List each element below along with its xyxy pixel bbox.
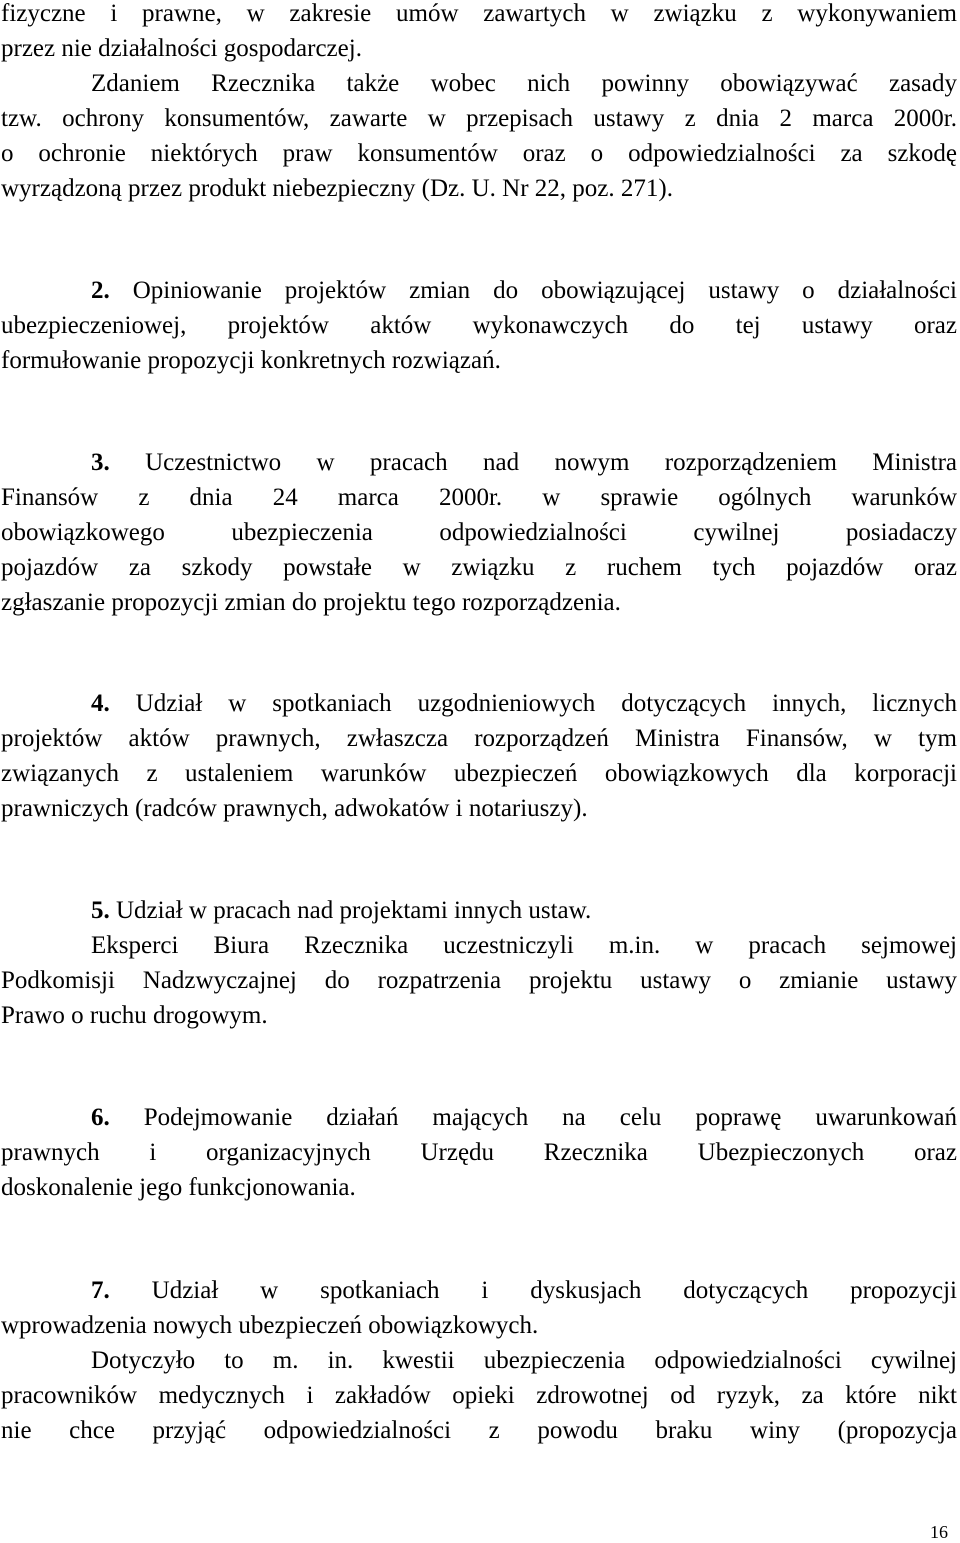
paragraph-consumer-protection bbox=[1, 0, 957, 206]
text-line: o ochronie niektórych praw konsumentów oraz o odpowiedzialności za szkodę bbox=[1, 140, 957, 167]
list-item-6 bbox=[1, 1100, 957, 1205]
text-line: pojazdów za szkody powstałe w związku z ruchem tych pojazdów oraz bbox=[1, 554, 957, 581]
text-line: 4. Udział w spotkaniach uzgodnieniowych dotyczących innych, licznych bbox=[91, 690, 957, 717]
text-line: przez nie działalności gospodarczej. bbox=[1, 35, 362, 62]
item-number: 3. bbox=[91, 449, 110, 476]
text-line: Dotyczyło to m. in. kwestii ubezpieczenia odpowiedzialności cywilnej bbox=[91, 1347, 957, 1374]
text-line: pracowników medycznych i zakładów opieki zdrowotnej od ryzyk, za które nikt bbox=[1, 1382, 957, 1409]
text-line: doskonalenie jego funkcjonowania. bbox=[1, 1174, 356, 1201]
list-item-3 bbox=[1, 445, 957, 620]
list-item-2 bbox=[1, 273, 957, 378]
text-line: zgłaszanie propozycji zmian do projektu tego rozporządzenia. bbox=[1, 589, 621, 616]
text-line: 2. Opiniowanie projektów zmian do obowiązującej ustawy o działalności bbox=[91, 277, 957, 304]
text-line: nie chce przyjąć odpowiedzialności z powodu braku winy (propozycja bbox=[1, 1417, 957, 1444]
text-line: wyrządzoną przez produkt niebezpieczny (Dz. U. Nr 22, poz. 271). bbox=[1, 175, 673, 202]
text-line: tzw. ochrony konsumentów, zawarte w przepisach ustawy z dnia 2 marca 2000r. bbox=[1, 105, 957, 132]
text-line: Zdaniem Rzecznika także wobec nich powinny obowiązywać zasady bbox=[91, 70, 957, 97]
text-line: formułowanie propozycji konkretnych rozwiązań. bbox=[1, 347, 501, 374]
text-line: 7. Udział w spotkaniach i dyskusjach dotyczących propozycji bbox=[91, 1277, 957, 1304]
item-number: 5. bbox=[91, 897, 110, 924]
text-line: ubezpieczeniowej, projektów aktów wykonawczych do tej ustawy oraz bbox=[1, 312, 957, 339]
text-line: Finansów z dnia 24 marca 2000r. w sprawie ogólnych warunków bbox=[1, 484, 957, 511]
text-line: wprowadzenia nowych ubezpieczeń obowiązkowych. bbox=[1, 1312, 539, 1339]
item-number: 2. bbox=[91, 277, 110, 304]
item-number: 6. bbox=[91, 1104, 110, 1131]
text-line: Eksperci Biura Rzecznika uczestniczyli m.in. w pracach sejmowej bbox=[91, 932, 957, 959]
text-line: obowiązkowego ubezpieczenia odpowiedzialności cywilnej posiadaczy bbox=[1, 519, 957, 546]
text-line: prawnych i organizacyjnych Urzędu Rzecznika Ubezpieczonych oraz bbox=[1, 1139, 957, 1166]
text-line: związanych z ustaleniem warunków ubezpieczeń obowiązkowych dla korporacji bbox=[1, 760, 957, 787]
text-line: 5. Udział w pracach nad projektami innych ustaw. bbox=[91, 897, 592, 924]
text-line: 6. Podejmowanie działań mających na celu poprawę uwarunkowań bbox=[91, 1104, 957, 1131]
text-line: projektów aktów prawnych, zwłaszcza rozporządzeń Ministra Finansów, w tym bbox=[1, 725, 957, 752]
page-number: 16 bbox=[930, 1522, 948, 1542]
text-line: fizyczne i prawne, w zakresie umów zawartych w związku z wykonywaniem bbox=[1, 0, 957, 27]
list-item-4 bbox=[1, 686, 957, 826]
text-line: prawniczych (radców prawnych, adwokatów i notariuszy). bbox=[1, 795, 588, 822]
text-line: Podkomisji Nadzwyczajnej do rozpatrzenia projektu ustawy o zmianie ustawy bbox=[1, 967, 957, 994]
text-line: Prawo o ruchu drogowym. bbox=[1, 1002, 268, 1029]
text-line: 3. Uczestnictwo w pracach nad nowym rozporządzeniem Ministra bbox=[91, 449, 957, 476]
item-number: 4. bbox=[91, 690, 110, 717]
list-item-5 bbox=[1, 893, 957, 1033]
item-number: 7. bbox=[91, 1277, 110, 1304]
list-item-7 bbox=[1, 1273, 957, 1448]
